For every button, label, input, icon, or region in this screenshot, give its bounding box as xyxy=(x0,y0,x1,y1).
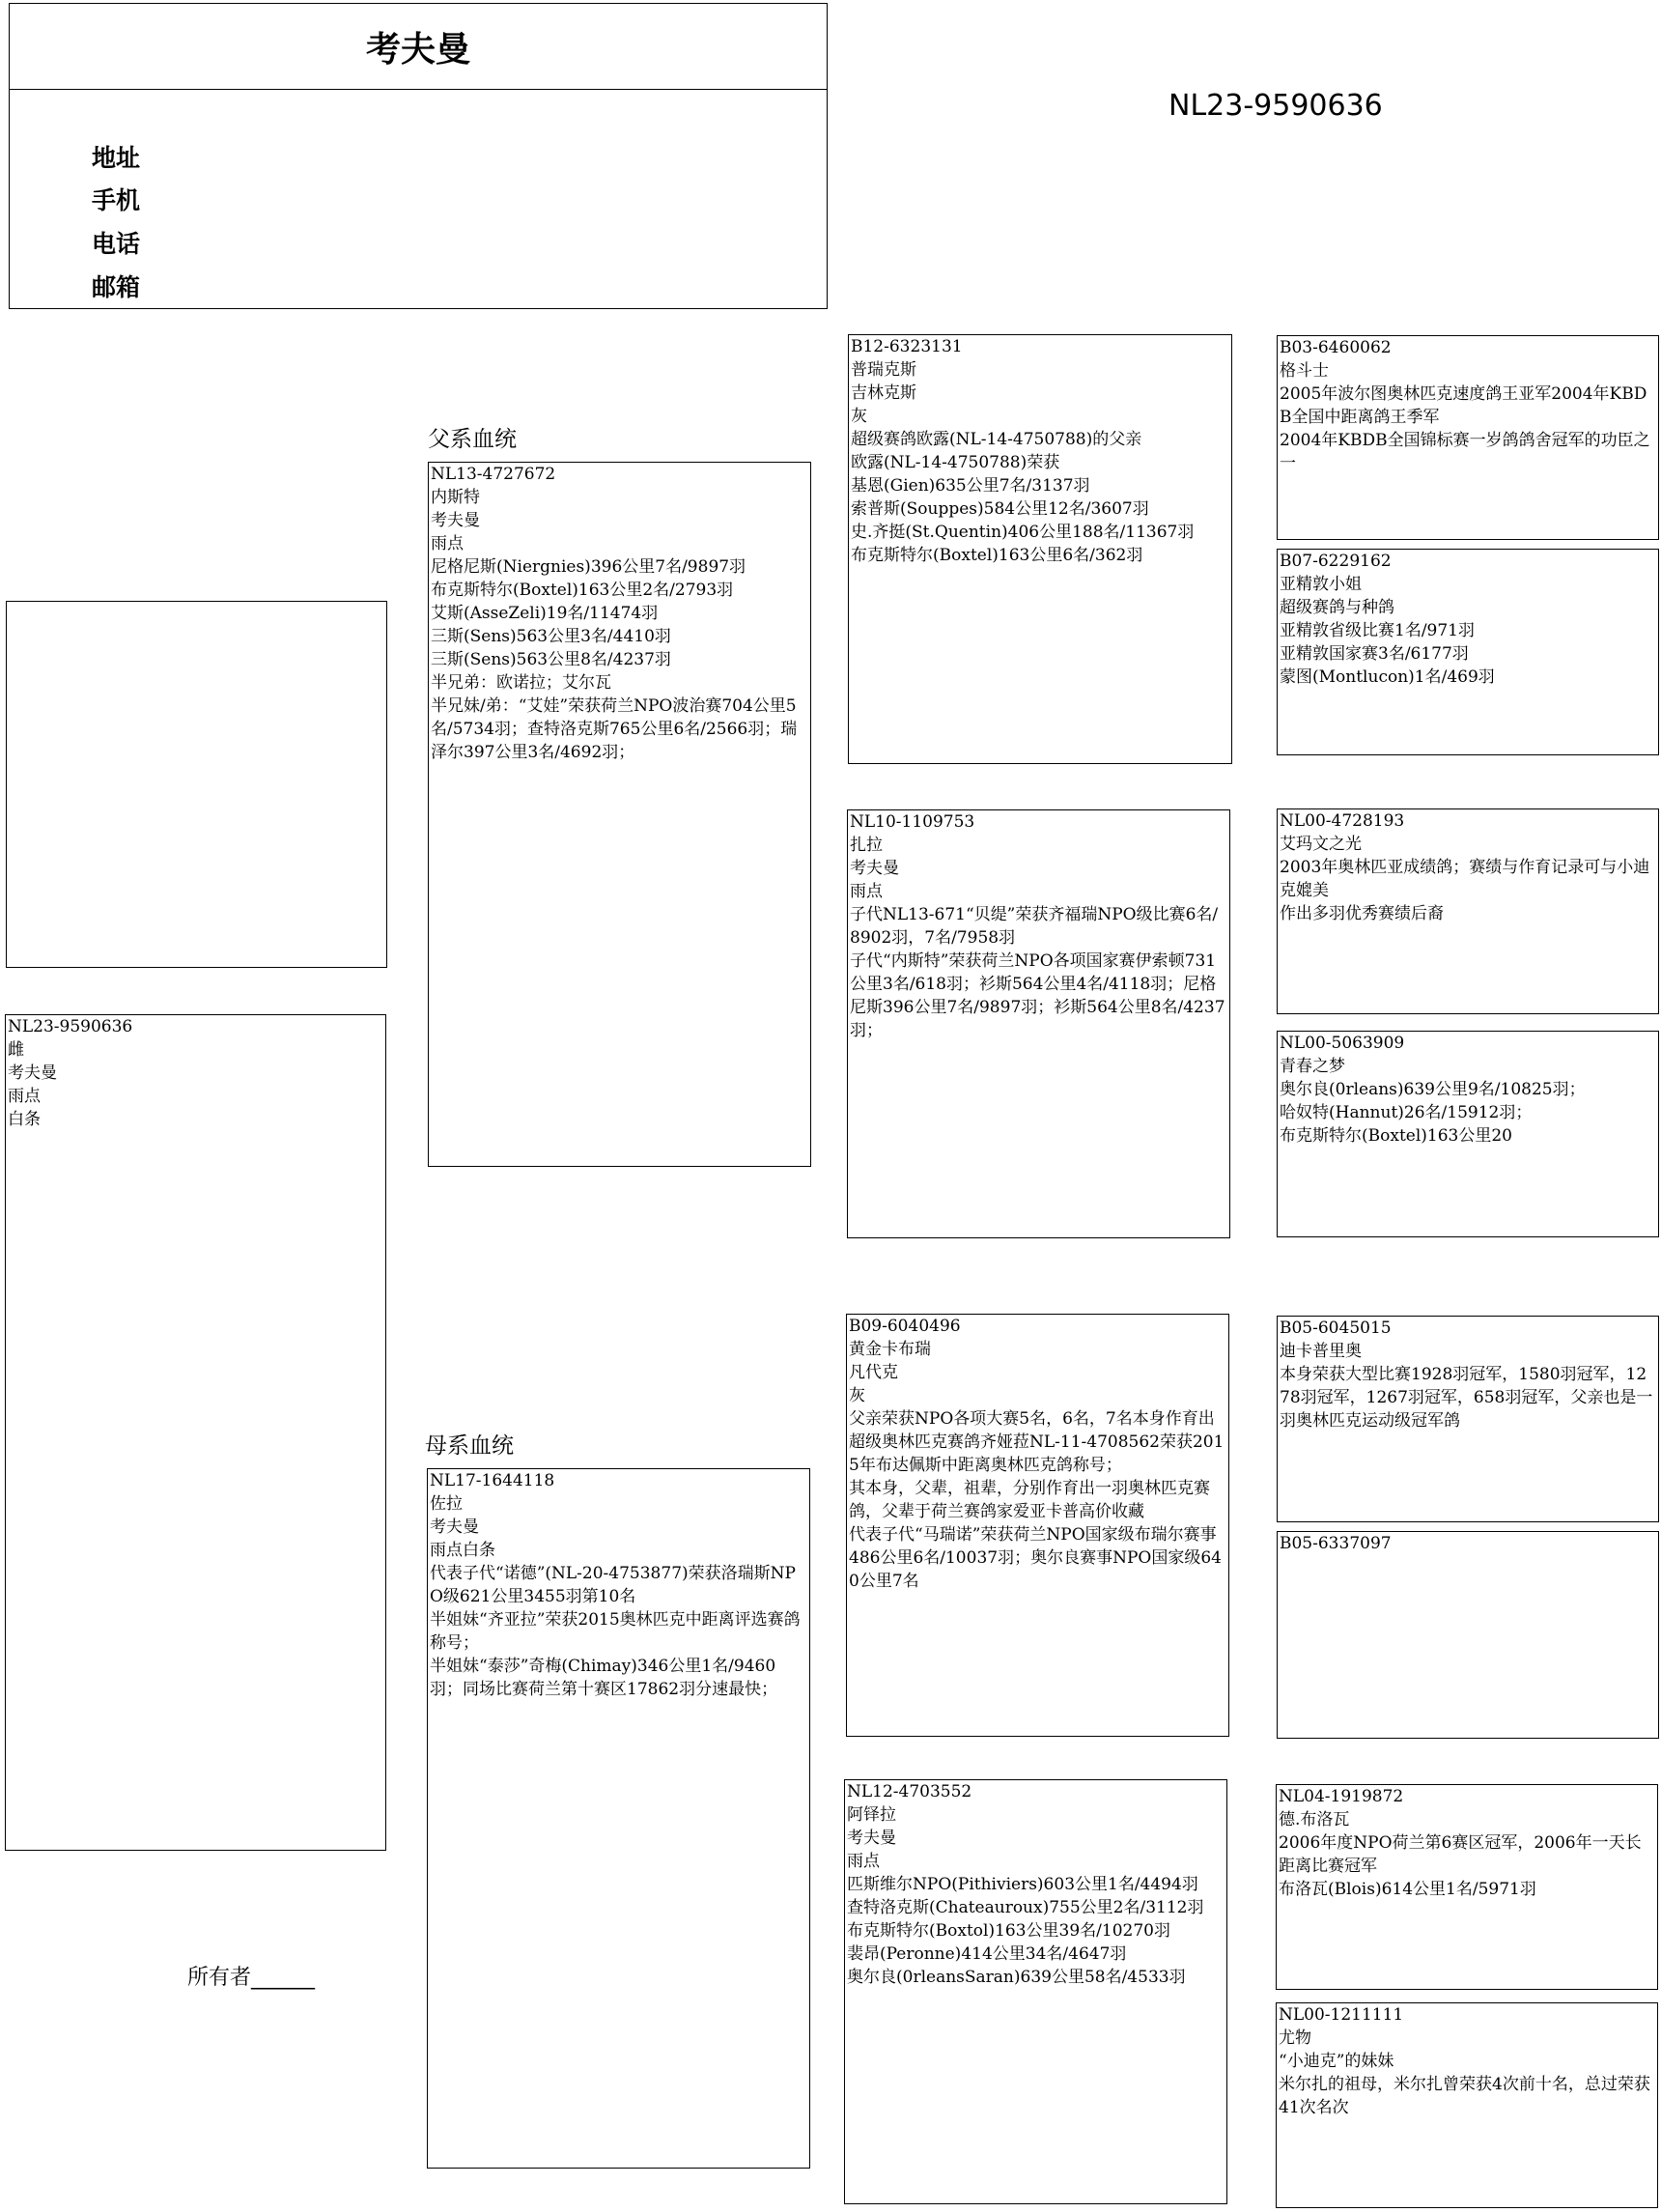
ds-result: 其本身，父辈，祖辈，分别作育出一羽奥林匹克赛鸽，父辈于荷兰赛鸽家爱亚卡普高价收藏 xyxy=(849,1479,1210,1521)
subject-ring: NL23-9590636 xyxy=(8,1017,133,1036)
ss-result: 史.齐挺(St.Quentin)406公里188名/11367羽 xyxy=(851,523,1195,542)
dam-section-label: 母系血统 xyxy=(425,1433,514,1459)
ds-ring: B09-6040496 xyxy=(849,1317,961,1336)
sire-result: 半兄妹/弟：“艾娃”荣获荷兰NPO波治赛704公里5名/5734羽；查特洛克斯765公里6名/2566羽；瑞泽尔397公里3名/4692羽； xyxy=(431,696,798,762)
sd-result: 子代“内斯特”荣获荷兰NPO各项国家赛伊索顿731公里3名/618羽；衫斯564公里4名/4118羽；尼格尼斯396公里7名/9897羽；衫斯564公里8名/4237羽； xyxy=(850,951,1225,1040)
dam-card xyxy=(427,1468,810,2169)
dd-result: 匹斯维尔NPO(Pithiviers)603公里1名/4494羽 xyxy=(847,1875,1198,1894)
ggp-name: 亚精敦小姐 xyxy=(1280,575,1362,594)
ds-breeder: 凡代克 xyxy=(849,1363,898,1382)
address-label: 地址 xyxy=(92,144,141,172)
dd-result: 布克斯特尔(Boxtol)163公里39名/10270羽 xyxy=(847,1921,1170,1941)
sire-dam-card xyxy=(847,809,1230,1238)
dam-result: 代表子代“诺德”(NL-20-4753877)荣获洛瑞斯NPO级621公里3455羽第10名 xyxy=(430,1564,796,1606)
ggp-card-8 xyxy=(1276,2002,1658,2208)
dam-breeder: 考夫曼 xyxy=(430,1517,479,1537)
subject-breeder: 考夫曼 xyxy=(8,1063,57,1083)
sire-name: 内斯特 xyxy=(431,488,480,507)
ss-name: 普瑞克斯 xyxy=(851,360,916,380)
dd-result: 查特洛克斯(Chateauroux)755公里2名/3112羽 xyxy=(847,1898,1204,1917)
dd-breeder: 考夫曼 xyxy=(847,1829,896,1848)
dd-name: 阿铎拉 xyxy=(847,1805,896,1825)
ring-number: NL23-9590636 xyxy=(1168,89,1383,123)
dam-color: 雨点白条 xyxy=(430,1541,495,1560)
ggp-note: 本身荣获大型比赛1928羽冠军，1580羽冠军，1278羽冠军，1267羽冠军，658羽冠军，父亲也是一羽奥林匹克运动级冠军鸽 xyxy=(1280,1365,1653,1431)
sire-breeder: 考夫曼 xyxy=(431,511,480,530)
subject-card xyxy=(5,1014,386,1851)
ggp-note: “小迪克”的妹妹 xyxy=(1279,2052,1394,2071)
sire-card xyxy=(428,462,811,1167)
sire-result: 三斯(Sens)563公里3名/4410羽 xyxy=(431,627,671,646)
dam-name: 佐拉 xyxy=(430,1494,463,1514)
ggp-ring: B05-6045015 xyxy=(1280,1319,1392,1338)
ss-color: 灰 xyxy=(851,407,867,426)
ggp-ring: NL00-5063909 xyxy=(1280,1034,1405,1053)
ggp-note: 奥尔良(0rleans)639公里9名/10825羽； xyxy=(1280,1080,1586,1099)
ss-result: 布克斯特尔(Boxtel)163公里6名/362羽 xyxy=(851,546,1143,565)
ds-name: 黄金卡布瑞 xyxy=(849,1340,931,1359)
ss-result: 基恩(Gien)635公里7名/3137羽 xyxy=(851,476,1090,496)
ggp-note: 布克斯特尔(Boxtel)163公里20 xyxy=(1280,1126,1512,1146)
ggp-ring: B05-6337097 xyxy=(1280,1534,1392,1553)
sire-result: 布克斯特尔(Boxtel)163公里2名/2793羽 xyxy=(431,581,734,600)
ggp-ring: NL00-1211111 xyxy=(1279,2005,1404,2025)
ggp-note: 蒙图(Montlucon)1名/469羽 xyxy=(1280,667,1495,687)
ds-result: 代表子代“马瑞诺”荣获荷兰NPO国家级布瑞尔赛事486公里6名/10037羽；奥尔良赛事NPO国家级640公里7名 xyxy=(849,1525,1222,1591)
ggp-note: 米尔扎的祖母，米尔扎曾荣获4次前十名，总过荣获41次名次 xyxy=(1279,2075,1650,2117)
sire-sire-card xyxy=(848,334,1232,764)
ggp-name: 艾玛文之光 xyxy=(1280,835,1362,854)
ggp-note: 亚精敦国家赛3名/6177羽 xyxy=(1280,644,1469,664)
mobile-label: 手机 xyxy=(92,186,141,214)
sire-color: 雨点 xyxy=(431,534,464,553)
phone-label: 电话 xyxy=(92,230,141,258)
header-box xyxy=(9,3,828,309)
dd-color: 雨点 xyxy=(847,1852,880,1871)
dam-ring: NL17-1644118 xyxy=(430,1471,555,1490)
dam-result: 半姐妹“齐亚拉”荣获2015奥林匹克中距离评选赛鸽称号； xyxy=(430,1610,801,1653)
ss-result: 欧露(NL-14-4750788)荣获 xyxy=(851,453,1060,472)
ggp-note: 布洛瓦(Blois)614公里1名/5971羽 xyxy=(1279,1880,1536,1899)
ggp-card-4 xyxy=(1277,1031,1659,1237)
ggp-name: 德.布洛瓦 xyxy=(1279,1810,1350,1829)
sire-result: 尼格尼斯(Niergnies)396公里7名/9897羽 xyxy=(431,557,746,577)
ds-result: 父亲荣获NPO各项大赛5名，6名，7名本身作育出超级奥林匹克赛鸽齐娅菈NL-11-4708562荣获2015年布达佩斯中距离奥林匹克鸽称号； xyxy=(849,1409,1225,1475)
ds-color: 灰 xyxy=(849,1386,865,1405)
photo-frame xyxy=(6,601,387,968)
ss-breeder: 吉林克斯 xyxy=(851,383,916,403)
ggp-card-5 xyxy=(1277,1316,1659,1522)
ggp-card-3 xyxy=(1277,808,1659,1014)
ggp-name: 尤物 xyxy=(1279,2028,1311,2048)
dd-result: 奥尔良(0rleansSaran)639公里58名/4533羽 xyxy=(847,1968,1186,1987)
subject-color: 雨点 xyxy=(8,1087,41,1106)
subject-sex: 雌 xyxy=(8,1040,24,1060)
sd-result: 子代NL13-671“贝缇”荣获齐福瑞NPO级比赛6名/8902羽，7名/7958羽 xyxy=(850,905,1219,948)
page-title: 考夫曼 xyxy=(10,4,827,90)
ggp-card-1 xyxy=(1277,335,1659,540)
dd-ring: NL12-4703552 xyxy=(847,1782,972,1801)
ggp-ring: B07-6229162 xyxy=(1280,552,1392,571)
ss-ring: B12-6323131 xyxy=(851,337,963,356)
sd-color: 雨点 xyxy=(850,882,883,901)
ggp-card-6 xyxy=(1277,1531,1659,1739)
ggp-name: 青春之梦 xyxy=(1280,1057,1345,1076)
ggp-note: 超级赛鸽与种鸽 xyxy=(1280,598,1394,617)
ggp-note: 哈奴特(Hannut)26名/15912羽； xyxy=(1280,1103,1533,1122)
sire-result: 半兄弟：欧诺拉；艾尔瓦 xyxy=(431,673,611,693)
sd-name: 扎拉 xyxy=(850,836,883,855)
ggp-note: 2005年波尔图奥林匹克速度鸽王亚军2004年KBDB全国中距离鸽王季军 xyxy=(1280,384,1647,427)
sire-section-label: 父系血统 xyxy=(428,427,517,452)
sire-result: 艾斯(AsseZeli)19名/11474羽 xyxy=(431,604,659,623)
subject-pattern: 白条 xyxy=(8,1110,41,1129)
ggp-ring: B03-6460062 xyxy=(1280,338,1392,357)
sire-result: 三斯(Sens)563公里8名/4237羽 xyxy=(431,650,671,669)
owner-label: 所有者______ xyxy=(187,1966,316,1990)
dd-result: 裴昂(Peronne)414公里34名/4647羽 xyxy=(847,1944,1127,1964)
ggp-note: 2004年KBDB全国锦标赛一岁鸽鸽舍冠军的功臣之一 xyxy=(1280,431,1650,473)
dam-sire-card xyxy=(846,1314,1229,1737)
ss-result: 索普斯(Souppes)584公里12名/3607羽 xyxy=(851,499,1149,519)
ggp-note: 2003年奥林匹亚成绩鸽；赛绩与作育记录可与小迪克媲美 xyxy=(1280,858,1650,900)
ggp-note: 亚精敦省级比赛1名/971羽 xyxy=(1280,621,1475,640)
sd-breeder: 考夫曼 xyxy=(850,859,899,878)
ggp-name: 格斗士 xyxy=(1280,361,1329,381)
sire-ring: NL13-4727672 xyxy=(431,465,556,484)
ggp-note: 作出多羽优秀赛绩后裔 xyxy=(1280,904,1444,923)
ggp-name: 迪卡普里奥 xyxy=(1280,1342,1362,1361)
ggp-ring: NL04-1919872 xyxy=(1279,1787,1404,1806)
ggp-note: 2006年度NPO荷兰第6赛区冠军，2006年一天长距离比赛冠军 xyxy=(1279,1833,1642,1876)
dam-result: 半姐妹“泰莎”奇梅(Chimay)346公里1名/9460羽；同场比赛荷兰第十赛区17862羽分速最快； xyxy=(430,1657,778,1699)
ggp-card-7 xyxy=(1276,1784,1658,1990)
dam-dam-card xyxy=(844,1779,1227,2204)
ggp-ring: NL00-4728193 xyxy=(1280,811,1405,831)
ss-result: 超级赛鸽欧露(NL-14-4750788)的父亲 xyxy=(851,430,1142,449)
ggp-card-2 xyxy=(1277,549,1659,755)
sd-ring: NL10-1109753 xyxy=(850,812,975,832)
email-label: 邮箱 xyxy=(92,273,141,301)
